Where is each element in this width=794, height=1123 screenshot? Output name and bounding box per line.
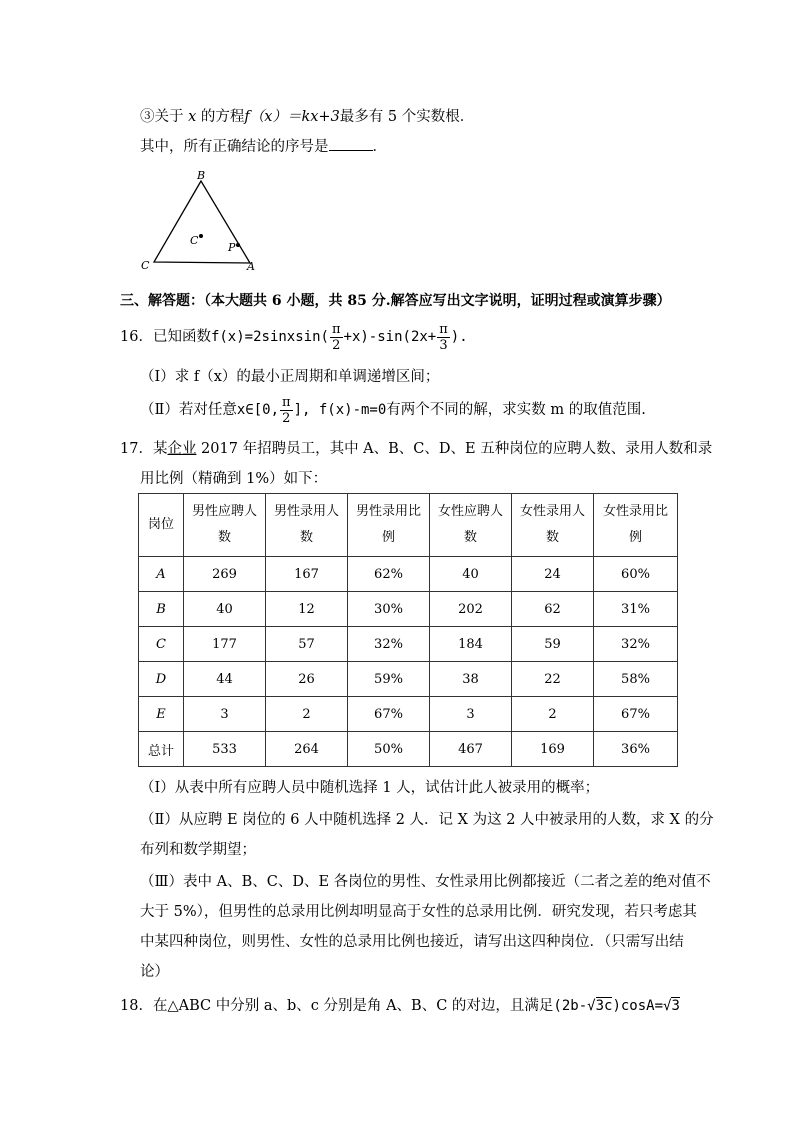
table-cell: 12 <box>266 592 348 627</box>
q18-stem <box>120 994 680 1015</box>
q17-line2: 用比例（精确到 1%）如下： <box>140 471 328 487</box>
table-cell: D <box>139 662 184 697</box>
q17-part3-line2: 大于 5%），但男性的总录用比例却明显高于女性的总录用比例．研究发现，若只考虑其 <box>140 904 697 920</box>
header-cell: 男性应聘人 数 <box>184 494 266 557</box>
header-cell: 男性录用人 数 <box>266 494 348 557</box>
table-cell: E <box>139 697 184 732</box>
table-cell: 2 <box>512 697 594 732</box>
table-cell: 184 <box>430 627 512 662</box>
table-row <box>139 662 678 697</box>
conclusion-end: ． <box>372 139 387 155</box>
table-cell: 167 <box>266 557 348 592</box>
vertex-label-c: C <box>141 259 150 272</box>
q17-number: 17． <box>120 441 153 457</box>
table-cell: 38 <box>430 662 512 697</box>
table-cell: 59% <box>348 662 430 697</box>
q17-line1 <box>120 437 712 458</box>
q16-f-part3: ). <box>450 329 468 345</box>
table-cell: C <box>139 627 184 662</box>
table-cell: 50% <box>348 732 430 767</box>
q18-number: 18． <box>120 998 153 1014</box>
q16-f-part2: +x)-sin(2x+ <box>343 329 437 345</box>
vertex-label-b: B <box>197 169 206 182</box>
center-label-c: C <box>190 234 199 247</box>
q16-part2-b: 有两个不同的解，求实数 m 的取值范围. <box>386 402 646 418</box>
point-center-dot <box>199 234 203 238</box>
q15-item3 <box>140 105 474 126</box>
table-cell: A <box>139 557 184 592</box>
table-cell: 269 <box>184 557 266 592</box>
item-marker: ③ <box>140 109 155 125</box>
q17-underlined-word: 企业 <box>167 441 197 457</box>
q17-part2-line2: 布列和数学期望； <box>140 842 256 858</box>
frac-num: π <box>331 321 341 337</box>
table-row <box>139 732 678 767</box>
table-cell: B <box>139 592 184 627</box>
header-cell: 女性应聘人 数 <box>430 494 512 557</box>
table-cell: 44 <box>184 662 266 697</box>
q17-part1: （Ⅰ）从表中所有应聘人员中随机选择 1 人，试估计此人被录用的概率； <box>140 780 600 796</box>
q17-line1-b: 2017 年招聘员工，其中 A、B、C、D、E 五种岗位的应聘人数、录用人数和录 <box>196 441 713 457</box>
table-cell: 2 <box>266 697 348 732</box>
q16-number: 16． <box>120 329 153 345</box>
table-cell: 32% <box>594 627 678 662</box>
table-cell: 57 <box>266 627 348 662</box>
q17-part3-line3: 中某四种岗位，则男性、女性的总录用比例也接近，请写出这四种岗位．（只需写出结 <box>140 934 684 950</box>
table-cell: 总计 <box>139 732 184 767</box>
header-cell: 女性录用人 数 <box>512 494 594 557</box>
sqrt-sign: √ <box>663 998 672 1014</box>
table-row <box>139 697 678 732</box>
point-label-p: P <box>228 241 236 254</box>
table-cell: 31% <box>594 592 678 627</box>
frac-num: π <box>439 321 448 337</box>
q18-math-a: (2b- <box>553 998 588 1014</box>
table-cell: 24 <box>512 557 594 592</box>
item3-fx: f（x）＝kx+3 <box>244 109 340 125</box>
header-cell: 岗位 <box>139 494 184 557</box>
q18-math-b: )cosA= <box>612 998 664 1014</box>
q16-part2-a: （Ⅱ）若对任意 <box>140 402 237 418</box>
table-cell: 36% <box>594 732 678 767</box>
q17-part3-line1: （Ⅲ）表中 A、B、C、D、E 各岗位的男性、女性录用比例都接近（二者之差的绝对值不 <box>140 874 711 890</box>
table-cell: 60% <box>594 557 678 592</box>
point-p-dot <box>236 243 240 247</box>
section-heading: 三、解答题：（本大题共 6 小题，共 85 分.解答应写出文字说明，证明过程或演算步骤） <box>120 293 671 309</box>
frac-num: π <box>282 394 291 410</box>
table-cell: 40 <box>430 557 512 592</box>
table-row <box>139 557 678 592</box>
fraction-pi-over-3 <box>437 322 450 353</box>
recruitment-table <box>138 493 678 767</box>
table-row <box>139 592 678 627</box>
conclusion-prompt: 其中，所有正确结论的序号是 <box>140 139 329 155</box>
table-cell: 59 <box>512 627 594 662</box>
item3-text-b: 的方程 <box>200 109 245 125</box>
q15-conclusion <box>140 135 387 156</box>
table-cell: 67% <box>348 697 430 732</box>
table-cell: 202 <box>430 592 512 627</box>
item3-var-x: x <box>188 109 197 125</box>
table-cell: 22 <box>512 662 594 697</box>
fraction-pi-over-2 <box>330 322 343 353</box>
table-cell: 533 <box>184 732 266 767</box>
table-cell: 467 <box>430 732 512 767</box>
q16-part2 <box>140 393 646 427</box>
table-header-row <box>139 494 678 557</box>
table-cell: 58% <box>594 662 678 697</box>
table-cell: 40 <box>184 592 266 627</box>
sqrt-argument: 3c <box>595 998 613 1014</box>
q16-part2-math2: ], f(x)-m=0 <box>293 402 387 418</box>
table-cell: 62 <box>512 592 594 627</box>
header-cell: 女性录用比 例 <box>594 494 678 557</box>
table-cell: 264 <box>266 732 348 767</box>
frac-den: 2 <box>332 337 341 353</box>
q17-part2-line1: （Ⅱ）从应聘 E 岗位的 6 人中随机选择 2 人．记 X 为这 2 人中被录用的人数，求 X 的分 <box>140 812 714 828</box>
sqrt-sign: √ <box>587 998 596 1014</box>
item3-text-a: 关于 <box>154 109 184 125</box>
item3-text-c: 最多有 5 个实数根． <box>339 109 475 125</box>
vertex-label-a: A <box>247 260 255 273</box>
table-cell: 32% <box>348 627 430 662</box>
q18-text: 在△ABC 中分别 a、b、c 分别是角 A、B、C 的对边，且满足 <box>152 998 554 1014</box>
sqrt-argument: 3 <box>671 998 680 1014</box>
frac-den: 2 <box>282 410 291 426</box>
q16-f-part1: f(x)=2sinxsin( <box>210 329 329 345</box>
table-cell: 3 <box>184 697 266 732</box>
table-cell: 3 <box>430 697 512 732</box>
table-row <box>139 627 678 662</box>
table-cell: 62% <box>348 557 430 592</box>
q16-intro: 已知函数 <box>152 329 211 345</box>
q16-stem <box>120 320 468 354</box>
q17-line1-a: 某 <box>152 441 168 457</box>
table-cell: 67% <box>594 697 678 732</box>
table-cell: 30% <box>348 592 430 627</box>
answer-blank <box>329 138 373 151</box>
triangle-outline <box>154 181 250 263</box>
frac-den: 3 <box>439 337 448 353</box>
table-cell: 177 <box>184 627 266 662</box>
header-cell: 男性录用比 例 <box>348 494 430 557</box>
q16-part1: （Ⅰ）求 f（x）的最小正周期和单调递增区间； <box>140 369 440 385</box>
table-cell: 169 <box>512 732 594 767</box>
table-cell: 26 <box>266 662 348 697</box>
fraction-pi-over-2 <box>280 395 293 426</box>
q17-part3-line4: 论） <box>140 964 169 980</box>
q16-part2-math: x∈[0, <box>236 402 280 418</box>
